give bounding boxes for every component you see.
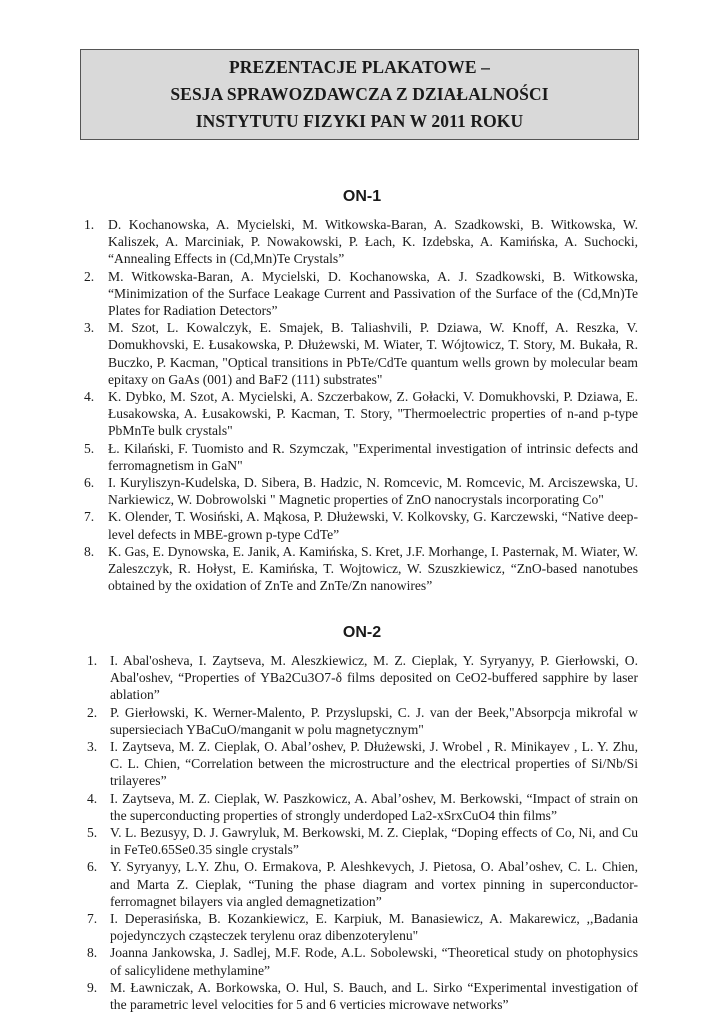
item-text: Ł. Kilański, F. Tuomisto and R. Szymczak, "Experimental investigation of intrinsic defects and ferromagnetism in GaN" — [108, 440, 638, 473]
item-text: K. Olender, T. Wosiński, A. Mąkosa, P. Dłużewski, V. Kolkovsky, G. Karczewski, “Native deep-level defects in MBE-grown p-type CdTe” — [108, 509, 638, 542]
list-item — [82, 738, 638, 790]
item-number: 7. — [87, 911, 98, 927]
item-number: 5. — [87, 825, 98, 841]
item-number: 4. — [87, 790, 98, 806]
item-text: I. Abal'osheva, I. Zaytseva, M. Aleszkiewicz, M. Z. Cieplak, Y. Syryanyy, P. Gierłowski, O. Abal'oshev, “Properties of YBa2Cu3O7-δ films deposited on CeO2-buffered sapphire by laser ablation” — [110, 653, 638, 703]
item-number: 6. — [87, 859, 98, 875]
list-item — [82, 910, 638, 944]
item-number: 4. — [84, 389, 95, 405]
item-text: I. Zaytseva, M. Z. Cieplak, O. Abal’oshev, P. Dłużewski, J. Wrobel , R. Minikayev , L. Y. Zhu, C. L. Chien, “Correlation between the microstructure and the electrical properties of Si/Nb/Si trilayeres” — [110, 739, 638, 789]
list-item — [82, 790, 638, 824]
list-item — [82, 508, 638, 542]
item-text: Y. Syryanyy, L.Y. Zhu, O. Ermakova, P. Aleshkevych, J. Pietosa, O. Abal’oshev, C. L. Chien, and Marta Z. Cieplak, “Tuning the phase diagram and vortex pinning in superconductor-ferromagnet bilayers via angled demagnetization” — [110, 859, 638, 909]
list-item — [82, 388, 638, 440]
item-number: 1. — [84, 217, 95, 232]
list-item — [82, 652, 638, 704]
item-text: V. L. Bezusyy, D. J. Gawryluk, M. Berkowski, M. Z. Cieplak, “Doping effects of Co, Ni, and Cu in FeTe0.65Se0.35 single crystals” — [110, 825, 638, 858]
section-title-on-2: ON-2 — [342, 624, 382, 641]
section-title-on-1: ON-1 — [342, 188, 382, 205]
item-text: M. Witkowska-Baran, A. Mycielski, D. Kochanowska, A. J. Szadkowski, B. Witkowska, “Minimization of the Surface Leakage Current and Passivation of the Surface of the (Cd,Mn)Te Plates for Radiation Detectors” — [108, 268, 638, 319]
on-2-list — [82, 652, 638, 1013]
item-number: 8. — [87, 945, 98, 961]
item-number: 6. — [84, 475, 95, 491]
list-item — [82, 858, 638, 910]
item-number: 3. — [84, 320, 95, 336]
item-text: P. Gierłowski, K. Werner-Malento, P. Przyslupski, C. J. van der Beek,"Absorpcja mikrofal w supersieciach YBaCuO/manganit w polu magnetycznym" — [110, 704, 638, 737]
item-text: I. Kuryliszyn-Kudelska, D. Sibera, B. Hadzic, N. Romcevic, M. Romcevic, M. Arciszewska, U. Narkiewicz, W. Dobrowolski " Magnetic properties of ZnO nanocrystals incorporating Co" — [108, 475, 638, 508]
item-number: 8. — [84, 543, 95, 559]
list-item — [82, 319, 638, 388]
item-text: K. Dybko, M. Szot, A. Mycielski, A. Szczerbakow, Z. Gołacki, V. Domukhovski, P. Dziawa, E. Łusakowska, A. Łusakowski, P. Kacman, T. Story, "Thermoelectric properties of n-and p-type PbMnTe bulk crystals" — [108, 389, 638, 439]
list-item — [82, 944, 638, 978]
item-number: 1. — [87, 653, 98, 668]
item-number: 2. — [87, 704, 98, 720]
item-number: 2. — [84, 268, 95, 284]
item-number: 5. — [84, 440, 95, 456]
item-number: 3. — [87, 739, 98, 755]
item-text: K. Gas, E. Dynowska, E. Janik, A. Kamińska, S. Kret, J.F. Morhange, I. Pasternak, M. Wiater, W. Zaleszczyk, R. Hołyst, E. Kamińska, T. Wojtowicz, W. Szuszkiewicz, “ZnO-based nanotubes obtained by the oxidation of ZnTe and ZnTe/Zn nanowires” — [108, 543, 638, 594]
item-text: I. Zaytseva, M. Z. Cieplak, W. Paszkowicz, A. Abal’oshev, M. Berkowski, “Impact of strain on the superconducting properties of strongly underdoped La2-xSrxCuO4 thin films” — [110, 790, 638, 823]
item-text: M. Ławniczak, A. Borkowska, O. Hul, S. Bauch, and L. Sirko “Experimental investigation of the parametric level velocities for 5 and 6 verticies microwave networks” — [110, 979, 638, 1013]
title-line-1: PREZENTACJE PLAKATOWE – — [229, 57, 490, 77]
item-text: M. Szot, L. Kowalczyk, E. Smajek, B. Taliashvili, P. Dziawa, W. Knoff, A. Reszka, V. Domukhovski, E. Łusakowska, P. Dłużewski, M. Wiater, T. Wójtowicz, T. Story, M. Bukała, R. Buczko, P. Kacman, "Optical transitions in PbTe/CdTe quantum wells grown by molecular beam epitaxy on GaAs (001) and BaF2 (111) substrates" — [108, 320, 638, 387]
item-text: D. Kochanowska, A. Mycielski, M. Witkowska-Baran, A. Szadkowski, B. Witkowska, W. Kaliszek, A. Marciniak, P. Nowakowski, P. Łach, K. Izdebska, A. Kamińska, A. Suchocki, “Annealing Effects in (Cd,Mn)Te Crystals” — [108, 217, 638, 267]
item-text: I. Deperasińska, B. Kozankiewicz, E. Karpiuk, M. Banasiewicz, A. Makarewicz, ,,Badania pojedynczych cząsteczek terylenu oraz dibenzoterylenu" — [110, 911, 638, 944]
item-number: 9. — [87, 979, 98, 995]
item-text: Joanna Jankowska, J. Sadlej, M.F. Rode, A.L. Sobolewski, “Theoretical study on photophysics of salicylidene methylamine” — [110, 945, 638, 978]
on-1-list — [82, 216, 638, 594]
list-item — [82, 268, 638, 320]
list-item — [82, 824, 638, 858]
item-number: 7. — [84, 509, 95, 525]
list-item — [82, 543, 638, 595]
title-line-2: SESJA SPRAWOZDAWCZA Z DZIAŁALNOŚCI — [170, 84, 549, 104]
list-item — [82, 979, 638, 1013]
title-line-3: INSTYTUTU FIZYKI PAN W 2011 ROKU — [195, 111, 524, 131]
list-item — [82, 474, 638, 508]
list-item — [82, 704, 638, 738]
list-item — [82, 216, 638, 268]
title-box — [80, 49, 639, 140]
list-item — [82, 440, 638, 474]
